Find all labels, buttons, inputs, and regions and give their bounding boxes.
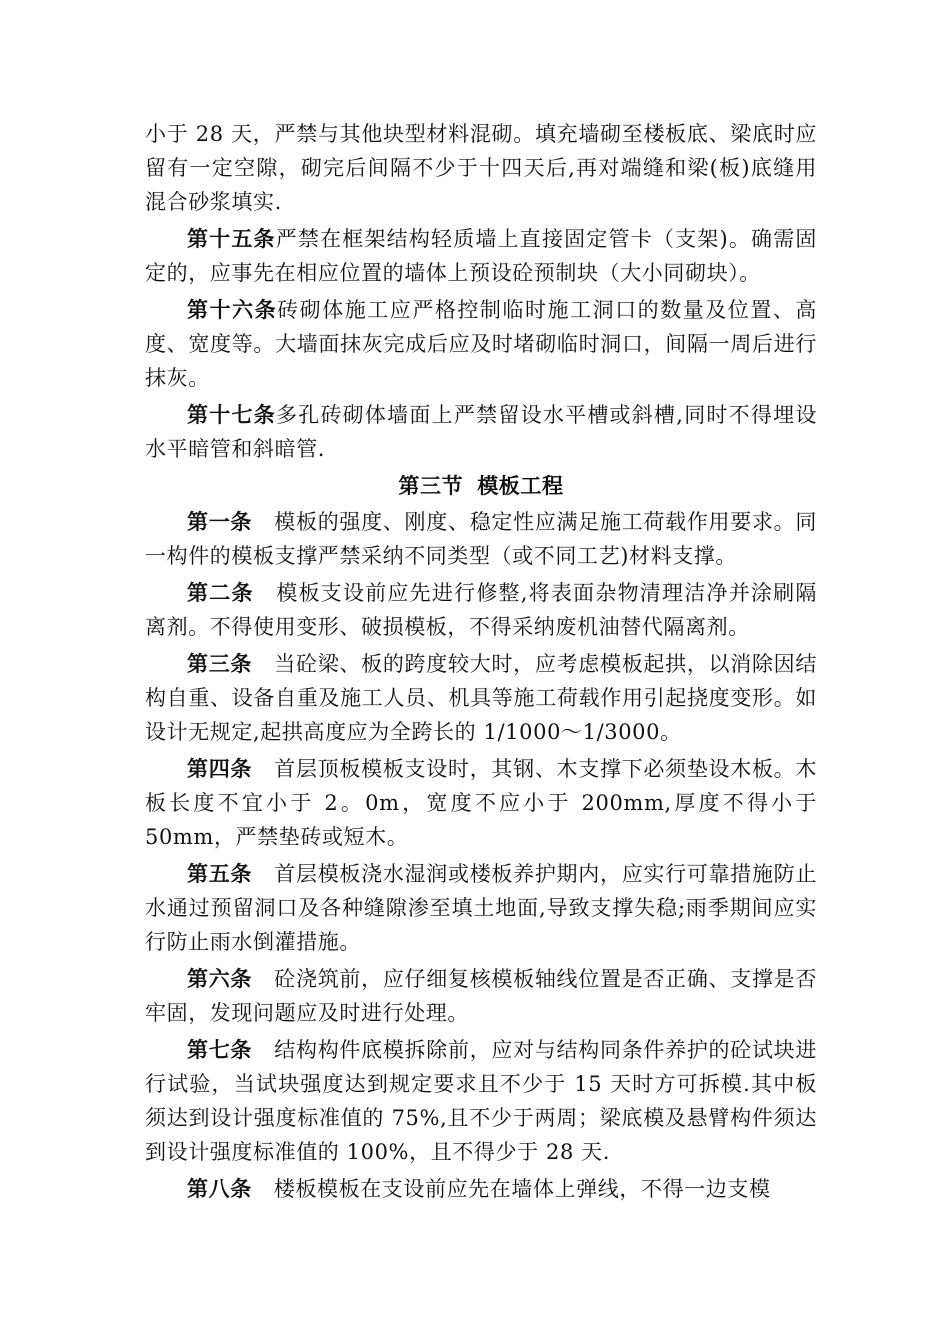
article-label: 第八条	[187, 1177, 252, 1201]
article-label: 第十六条	[187, 298, 278, 322]
section-title: 模板工程	[477, 474, 564, 498]
paragraph-text: 小于 28 天，严禁与其他块型材料混砌。填充墙砌至楼板底、梁底时应留有一定空隙，砌完后间隔不少于十四天后,再对端缝和梁(板)底缝用混合砂浆填实.	[145, 122, 817, 214]
article-2	[145, 576, 817, 644]
article-text: 首层模板浇水湿润或楼板养护期内，应实行可靠措施防止水通过预留洞口及各种缝隙渗至填土地面,导致支撑失稳;雨季期间应实行防止雨水倒灌措施。	[145, 862, 817, 954]
article-text: 砼浇筑前，应仔细复核模板轴线位置是否正确、支撑是否牢固，发现问题应及时进行处理。	[145, 967, 817, 1025]
continued-paragraph	[145, 117, 817, 219]
article-text: 多孔砖砌体墙面上严禁留设水平槽或斜槽,同时不得埋设水平暗管和斜暗管.	[145, 403, 817, 461]
article-8	[145, 1172, 817, 1206]
article-text: 楼板模板在支设前应先在墙体上弹线，不得一边支模	[273, 1177, 771, 1201]
article-label: 第十七条	[187, 403, 276, 427]
article-label: 第二条	[187, 581, 254, 605]
article-text: 模板的强度、刚度、稳定性应满足施工荷载作用要求。同一构件的模板支撑严禁采纳不同类型（或不同工艺)材料支撑。	[145, 510, 817, 568]
article-3	[145, 647, 817, 749]
article-label: 第一条	[187, 510, 253, 534]
section-number: 第三节	[398, 474, 464, 498]
article-text: 严禁在框架结构轻质墙上直接固定管卡（支架)。确需固定的，应事先在相应位置的墙体上预设砼预制块（大小同砌块）。	[145, 227, 817, 285]
article-7	[145, 1033, 817, 1169]
article-text: 模板支设前应先进行修整,将表面杂物清理洁净并涂刷隔离剂。不得使用变形、破损模板，不得采纳废机油替代隔离剂。	[145, 581, 817, 639]
article-label: 第十五条	[187, 227, 276, 251]
article-4	[145, 752, 817, 854]
article-label: 第四条	[187, 757, 253, 781]
article-6	[145, 962, 817, 1030]
section-heading	[145, 469, 817, 503]
article-1	[145, 505, 817, 573]
article-text: 首层顶板模板支设时，其钢、木支撑下必须垫设木板。木板长度不宜小于 2。0m，宽度不应小于 200mm,厚度不得小于 50mm，严禁垫砖或短木。	[145, 757, 817, 849]
article-15	[145, 222, 817, 290]
article-label: 第六条	[187, 967, 253, 991]
article-label: 第五条	[187, 862, 253, 886]
article-text: 结构构件底模拆除前，应对与结构同条件养护的砼试块进行试验，当试块强度达到规定要求且不少于 15 天时方可拆模.其中板须达到设计强度标准值的 75%,且不少于两周；梁底模及悬臂构件须达到设计强度标准值的 100%，且不得少于 28 天.	[145, 1038, 817, 1164]
article-17	[145, 398, 817, 466]
article-text: 砖砌体施工应严格控制临时施工洞口的数量及位置、高度、宽度等。大墙面抹灰完成后应及时堵砌临时洞口，间隔一周后进行抹灰。	[145, 298, 817, 390]
article-label: 第三条	[187, 652, 253, 676]
article-label: 第七条	[187, 1038, 253, 1062]
article-5	[145, 857, 817, 959]
article-16	[145, 293, 817, 395]
document-body	[145, 117, 817, 1209]
article-text: 当砼梁、板的跨度较大时，应考虑模板起拱，以消除因结构自重、设备自重及施工人员、机具等施工荷载作用引起挠度变形。如设计无规定,起拱高度应为全跨长的 1/1000～1/3000。	[145, 652, 817, 744]
